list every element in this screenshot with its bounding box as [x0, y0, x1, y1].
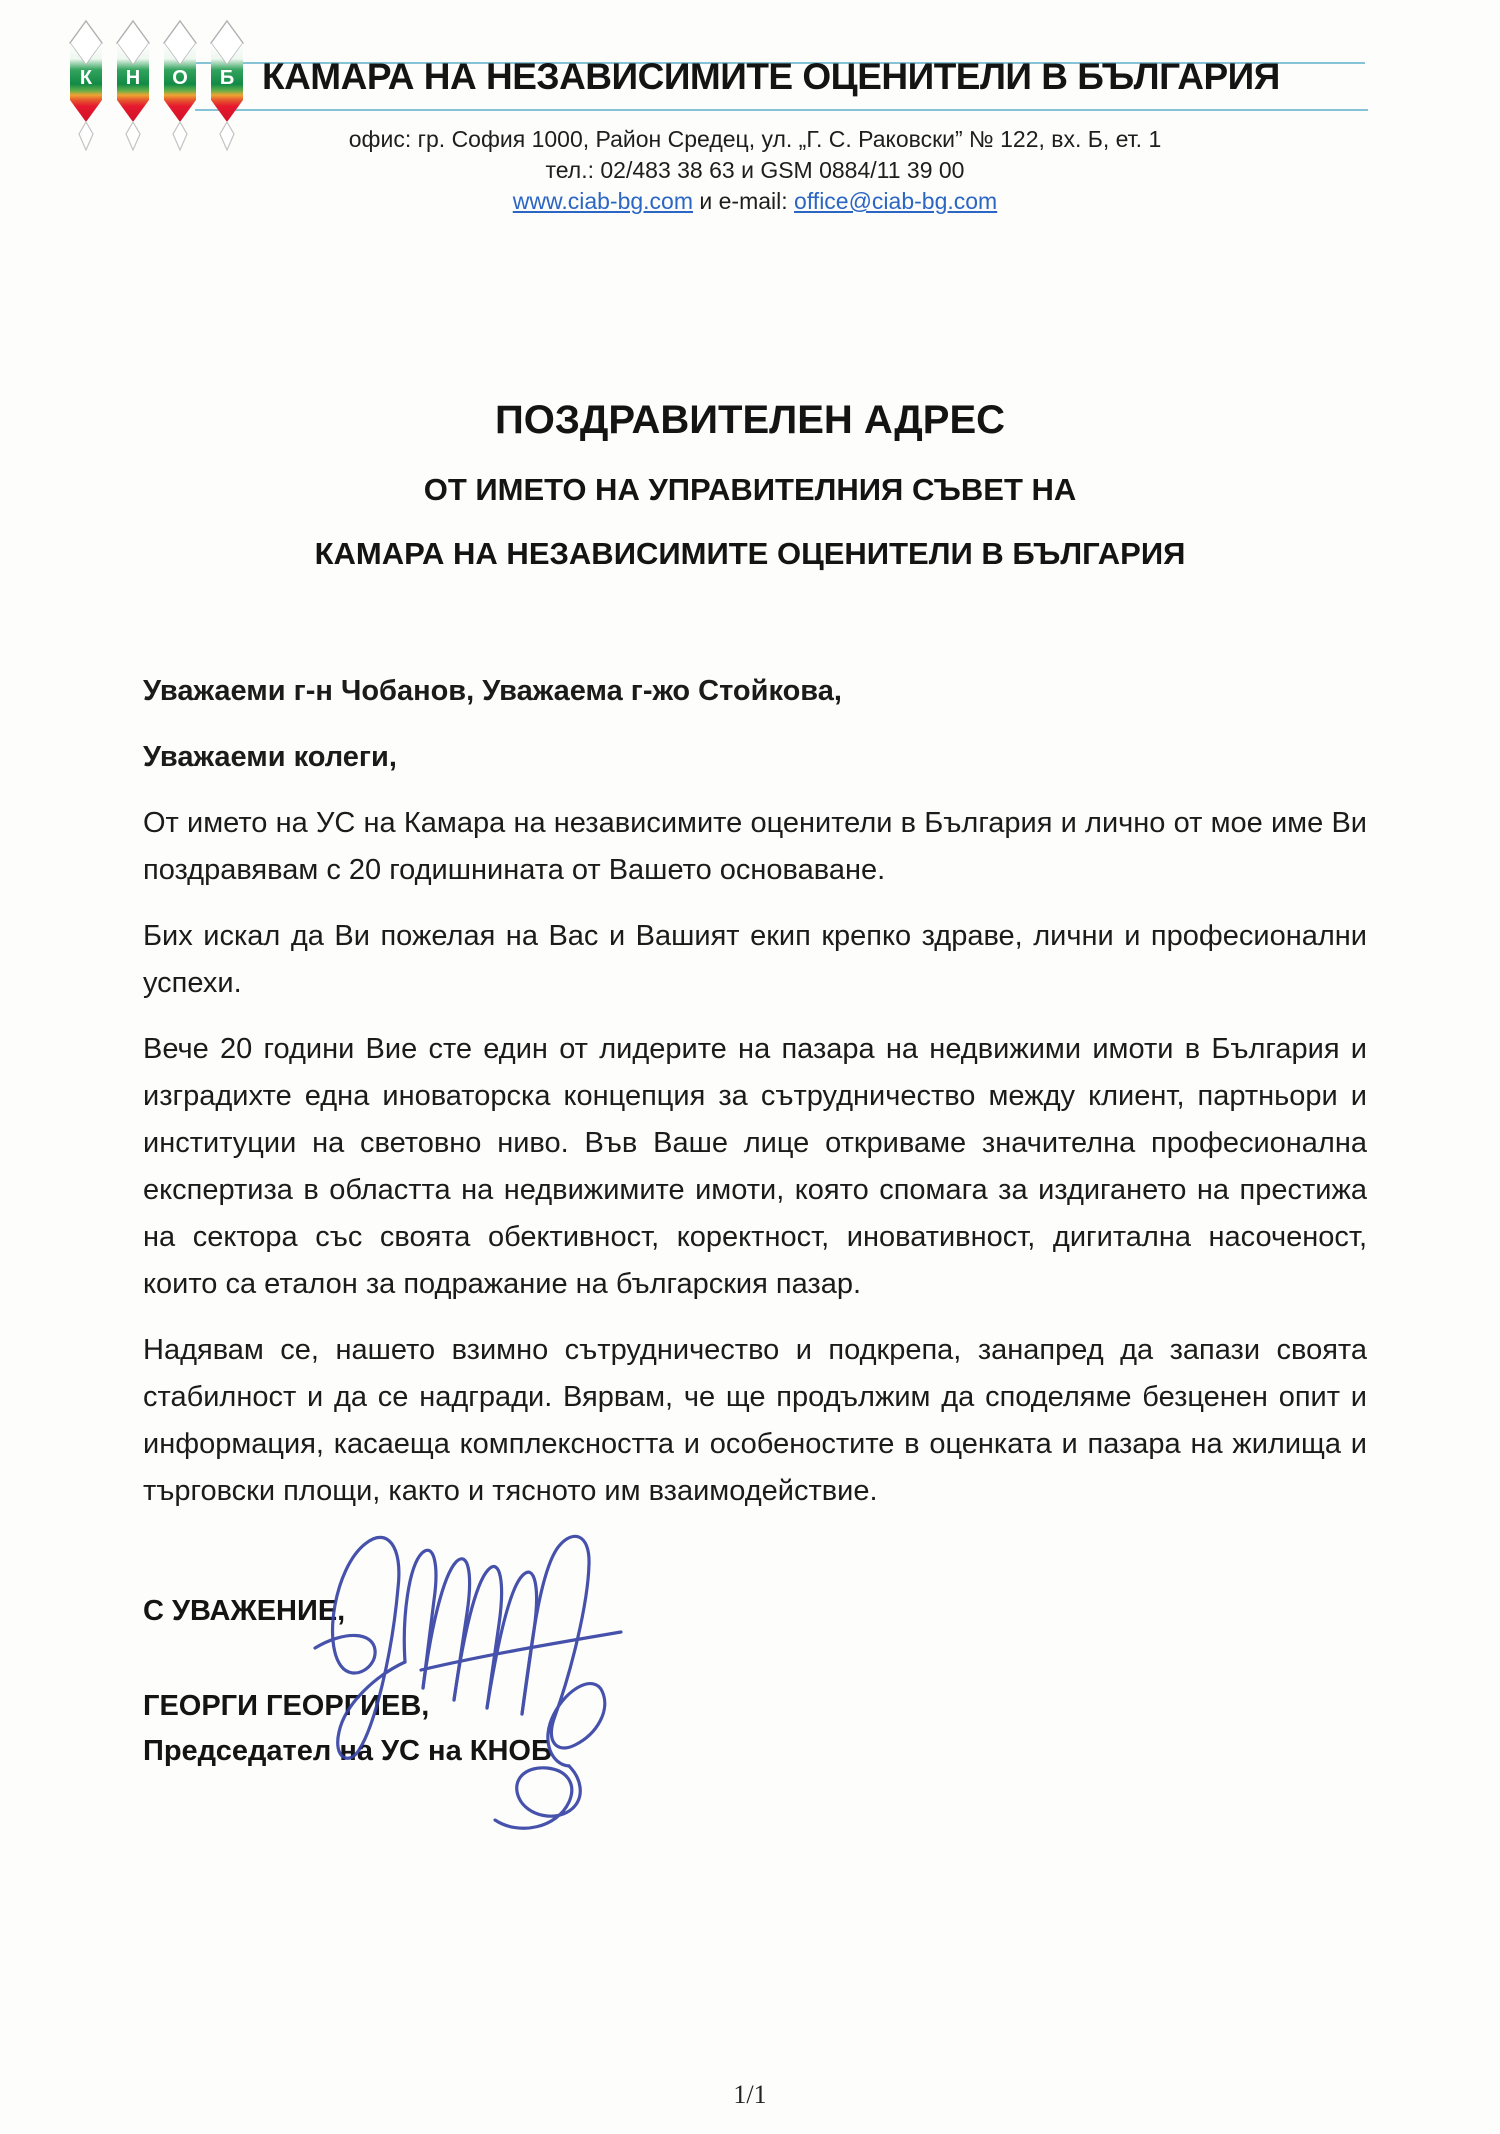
logo-letter-k: К — [79, 67, 93, 89]
phone-line: тел.: 02/483 38 63 и GSM 0884/11 39 00 — [545, 157, 965, 183]
logo-letter-n: Н — [125, 67, 141, 89]
signature-scrawl — [305, 1520, 645, 1830]
logo-letter-b: Б — [219, 67, 235, 89]
email-separator: и e-mail: — [693, 188, 795, 214]
paragraph-2: Бих искал да Ви пожелая на Вас и Вашият екип крепко здраве, лични и професионални успехи. — [143, 920, 1367, 999]
logo-letter-o: О — [172, 67, 188, 89]
paragraph-3: Вече 20 години Вие сте един от лидерите на пазара на недвижими имоти в България и изградихте една иноваторска концепция за сътрудничество между клиент, партньори и институции на световно ниво. Във Ваше лице откриваме значителна професионална експертиза в областта на недвижимите имоти, която спомага за издигането на престижа на сектора със своята обективност, коректност, иновативност, дигитална насоченост, които са еталон за подражание на българския пазар. — [143, 1033, 1367, 1300]
org-name: КАМАРА НА НЕЗАВИСИМИТЕ ОЦЕНИТЕЛИ В БЪЛГАРИЯ — [262, 56, 1280, 97]
header-contact-block — [260, 124, 1250, 217]
email-link[interactable]: office@ciab-bg.com — [794, 188, 998, 214]
website-link[interactable]: www.ciab-bg.com — [512, 188, 693, 214]
address-line: офис: гр. София 1000, Район Средец, ул. „Г. С. Раковски” № 122, вх. Б, ет. 1 — [348, 126, 1162, 152]
closing-line: С УВАЖЕНИЕ, — [143, 1595, 346, 1627]
web-email-line — [260, 186, 1250, 217]
letter-title: ПОЗДРАВИТЕЛЕН АДРЕС — [494, 398, 1006, 442]
salutation-2: Уважаеми колеги, — [143, 741, 397, 773]
letter-body — [143, 668, 1367, 1534]
paragraph-4: Надявам се, нашето взимно сътрудничество и подкрепа, занапред да запази своята стабилност и да се надгради. Вярвам, че ще продължим да споделяме безценен опит и информация, касаеща комплексността и особеностите в оценката и пазара на жилища и търговски площи, както и тясното им взаимодействие. — [143, 1334, 1367, 1507]
page-number: 1/1 — [733, 2080, 767, 2109]
paragraph-1: От името на УС на Камара на независимите оценители в България и лично от мое име Ви поздравявам с 20 годишнината от Вашето основаване. — [143, 807, 1367, 886]
letter-subtitle-1: ОТ ИМЕТО НА УПРАВИТЕЛНИЯ СЪВЕТ НА — [423, 472, 1077, 507]
letter-subtitle-2: КАМАРА НА НЕЗАВИСИМИТЕ ОЦЕНИТЕЛИ В БЪЛГАРИЯ — [314, 536, 1186, 571]
salutation-1: Уважаеми г-н Чобанов, Уважаема г-жо Стойкова, — [143, 675, 842, 707]
signer-name: ГЕОРГИ ГЕОРГИЕВ, — [143, 1690, 430, 1722]
signer-role: Председател на УС на КНОБ — [143, 1735, 552, 1767]
knob-logo — [62, 18, 257, 168]
header-rule-bottom — [195, 109, 1368, 111]
